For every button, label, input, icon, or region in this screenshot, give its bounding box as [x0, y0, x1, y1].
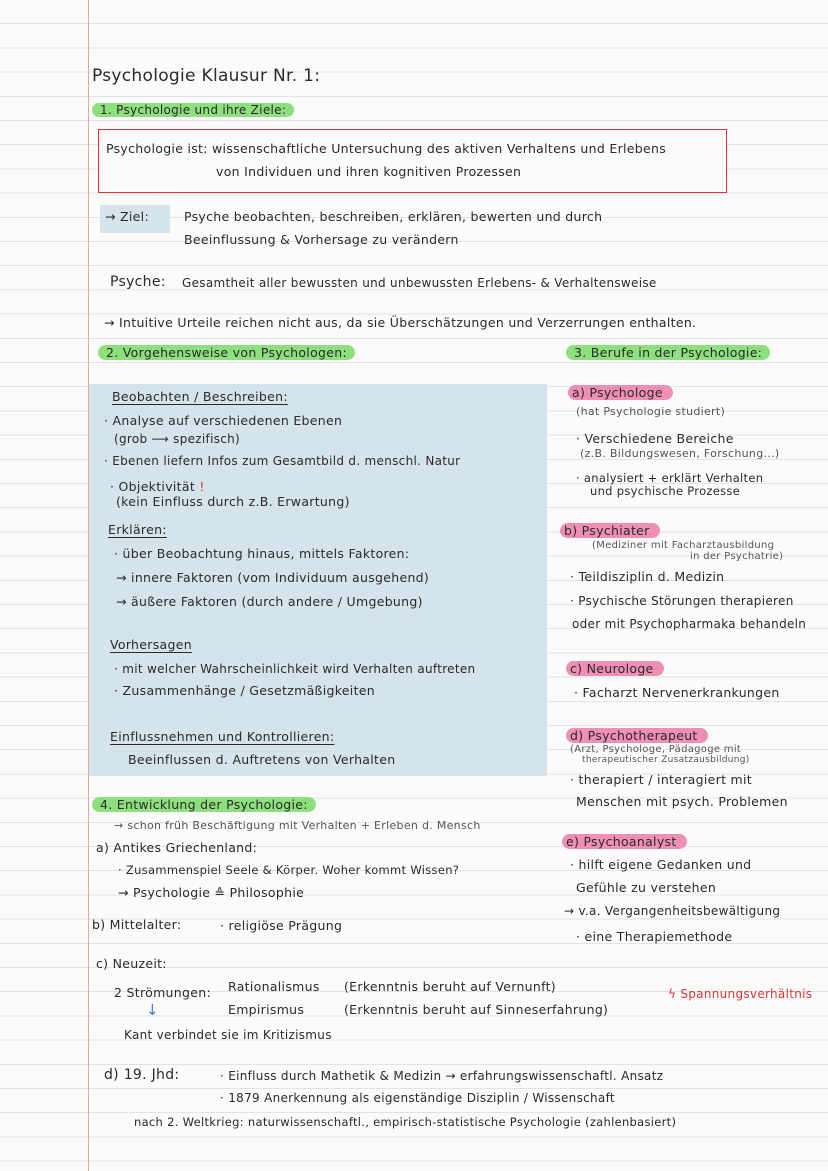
- stroemungen-label: 2 Strömungen:: [114, 985, 211, 1000]
- beobachten-1: · Analyse auf verschiedenen Ebenen: [104, 413, 343, 428]
- psychologe-sub: (hat Psychologie studiert): [576, 405, 726, 418]
- objektivitaet-mark: !: [199, 479, 205, 494]
- beobachten-4: · Objektivität: [110, 479, 196, 494]
- griechenland-2: → Psychologie ≙ Philosophie: [118, 885, 305, 900]
- mittelalter-text: · religiöse Prägung: [220, 918, 343, 933]
- section-1-heading: 1. Psychologie und ihre Ziele:: [92, 103, 294, 117]
- vorhersagen-2: · Zusammenhänge / Gesetzmäßigkeiten: [114, 683, 375, 698]
- nachkrieg: nach 2. Weltkrieg: naturwissenschaftl., empirisch-statistische Psychologie (zahlenbasiert): [134, 1115, 677, 1129]
- vorhersagen-title: Vorhersagen: [110, 637, 192, 652]
- definition-line-2: von Individuen und ihren kognitiven Prozessen: [216, 164, 522, 179]
- spannungsverhaeltnis: Spannungsverhältnis: [680, 987, 813, 1001]
- empirismus: Empirismus: [228, 1002, 305, 1017]
- psychiater-1: · Teildisziplin d. Medizin: [570, 569, 725, 584]
- griechenland-title: a) Antikes Griechenland:: [96, 840, 258, 855]
- rationalismus-expl: (Erkenntnis beruht auf Vernunft): [344, 979, 556, 994]
- psychiater-sub-1: (Mediziner mit Facharztausbildung: [592, 540, 775, 551]
- lightning-icon: ϟ: [668, 987, 677, 1001]
- psyche-text: Gesamtheit aller bewussten und unbewussten Erlebens- & Verhaltensweise: [182, 276, 657, 290]
- beobachten-2: (grob ⟶ spezifisch): [114, 432, 241, 446]
- empirismus-expl: (Erkenntnis beruht auf Sinneserfahrung): [344, 1002, 609, 1017]
- griechenland-1: · Zusammenspiel Seele & Körper. Woher kommt Wissen?: [118, 863, 460, 877]
- psychiater-sub-2: in der Psychatrie): [690, 551, 784, 562]
- entwicklung-intro: → schon früh Beschäftigung mit Verhalten + Erleben d. Mensch: [114, 819, 481, 832]
- jhd19-label: d) 19. Jhd:: [104, 1067, 180, 1083]
- psychotherapeut-1: · therapiert / interagiert mit: [570, 772, 753, 787]
- psychiater-3: oder mit Psychopharmaka behandeln: [572, 617, 807, 631]
- psychologe-2: (z.B. Bildungswesen, Forschung...): [580, 447, 780, 460]
- psychoanalyst-3: → v.a. Vergangenheitsbewältigung: [564, 904, 781, 918]
- erklaeren-title: Erklären:: [108, 522, 167, 537]
- psychologe-4: und psychische Prozesse: [590, 484, 741, 498]
- down-arrow-icon: ↓: [146, 1001, 159, 1019]
- ziel-line-1: Psyche beobachten, beschreiben, erklären, bewerten und durch: [184, 209, 603, 224]
- section-3-heading: 3. Berufe in der Psychologie:: [566, 345, 770, 360]
- beobachten-3: · Ebenen liefern Infos zum Gesamtbild d. menschl. Natur: [104, 454, 461, 468]
- beobachten-5: (kein Einfluss durch z.B. Erwartung): [116, 494, 350, 509]
- neuzeit-label: c) Neuzeit:: [96, 956, 167, 971]
- page-title: Psychologie Klausur Nr. 1:: [92, 66, 321, 86]
- psychiater-2: · Psychische Störungen therapieren: [570, 594, 794, 608]
- erklaeren-3: → äußere Faktoren (durch andere / Umgebung): [116, 594, 423, 609]
- psychotherapeut-2: Menschen mit psych. Problemen: [576, 794, 788, 809]
- psychologe-1: · Verschiedene Bereiche: [576, 431, 734, 446]
- erklaeren-2: → innere Faktoren (vom Individuum ausgehend): [116, 570, 430, 585]
- psychotherapeut-title: d) Psychotherapeut: [566, 728, 708, 743]
- ziel-line-2: Beeinflussung & Vorhersage zu verändern: [184, 232, 459, 247]
- neurologe-1: · Facharzt Nervenerkrankungen: [574, 685, 780, 700]
- rationalismus: Rationalismus: [228, 979, 320, 994]
- ziel-label: → Ziel:: [105, 209, 149, 224]
- definition-box: [98, 129, 727, 193]
- section-2-heading: 2. Vorgehensweise von Psychologen:: [98, 345, 355, 360]
- psychoanalyst-title: e) Psychoanalyst: [562, 834, 687, 849]
- psychoanalyst-4: · eine Therapiemethode: [576, 929, 733, 944]
- kant-kritizismus: Kant verbindet sie im Kritizismus: [124, 1028, 332, 1042]
- psyche-label: Psyche:: [110, 274, 166, 290]
- psychotherapeut-sub-2: therapeutischer Zusatzausbildung): [582, 755, 750, 765]
- beobachten-title: Beobachten / Beschreiben:: [112, 389, 288, 404]
- psychoanalyst-1: · hilft eigene Gedanken und: [570, 857, 752, 872]
- psychotherapeut-sub-1: (Arzt, Psychologe, Pädagoge mit: [570, 744, 742, 755]
- section-4-heading: 4. Entwicklung der Psychologie:: [92, 797, 316, 812]
- psychiater-title: b) Psychiater: [560, 523, 660, 538]
- psychologe-3: · analysiert + erklärt Verhalten: [576, 471, 764, 485]
- psychologe-title: a) Psychologe: [568, 385, 673, 400]
- jhd19-2: · 1879 Anerkennung als eigenständige Disziplin / Wissenschaft: [220, 1091, 615, 1105]
- einfluss-title: Einflussnehmen und Kontrollieren:: [110, 729, 335, 744]
- definition-line-1: Psychologie ist: wissenschaftliche Untersuchung des aktiven Verhaltens und Erlebens: [106, 141, 667, 156]
- neurologe-title: c) Neurologe: [566, 661, 664, 676]
- mittelalter-label: b) Mittelalter:: [92, 917, 182, 932]
- erklaeren-1: · über Beobachtung hinaus, mittels Faktoren:: [114, 546, 410, 561]
- intuitive-judgements: → Intuitive Urteile reichen nicht aus, da sie Überschätzungen und Verzerrungen enthalten.: [104, 315, 697, 330]
- einfluss-1: Beeinflussen d. Auftretens von Verhalten: [128, 752, 396, 767]
- psychoanalyst-2: Gefühle zu verstehen: [576, 880, 717, 895]
- jhd19-1: · Einfluss durch Mathetik & Medizin → erfahrungswissenschaftl. Ansatz: [220, 1069, 664, 1083]
- vorhersagen-1: · mit welcher Wahrscheinlichkeit wird Verhalten auftreten: [114, 662, 476, 676]
